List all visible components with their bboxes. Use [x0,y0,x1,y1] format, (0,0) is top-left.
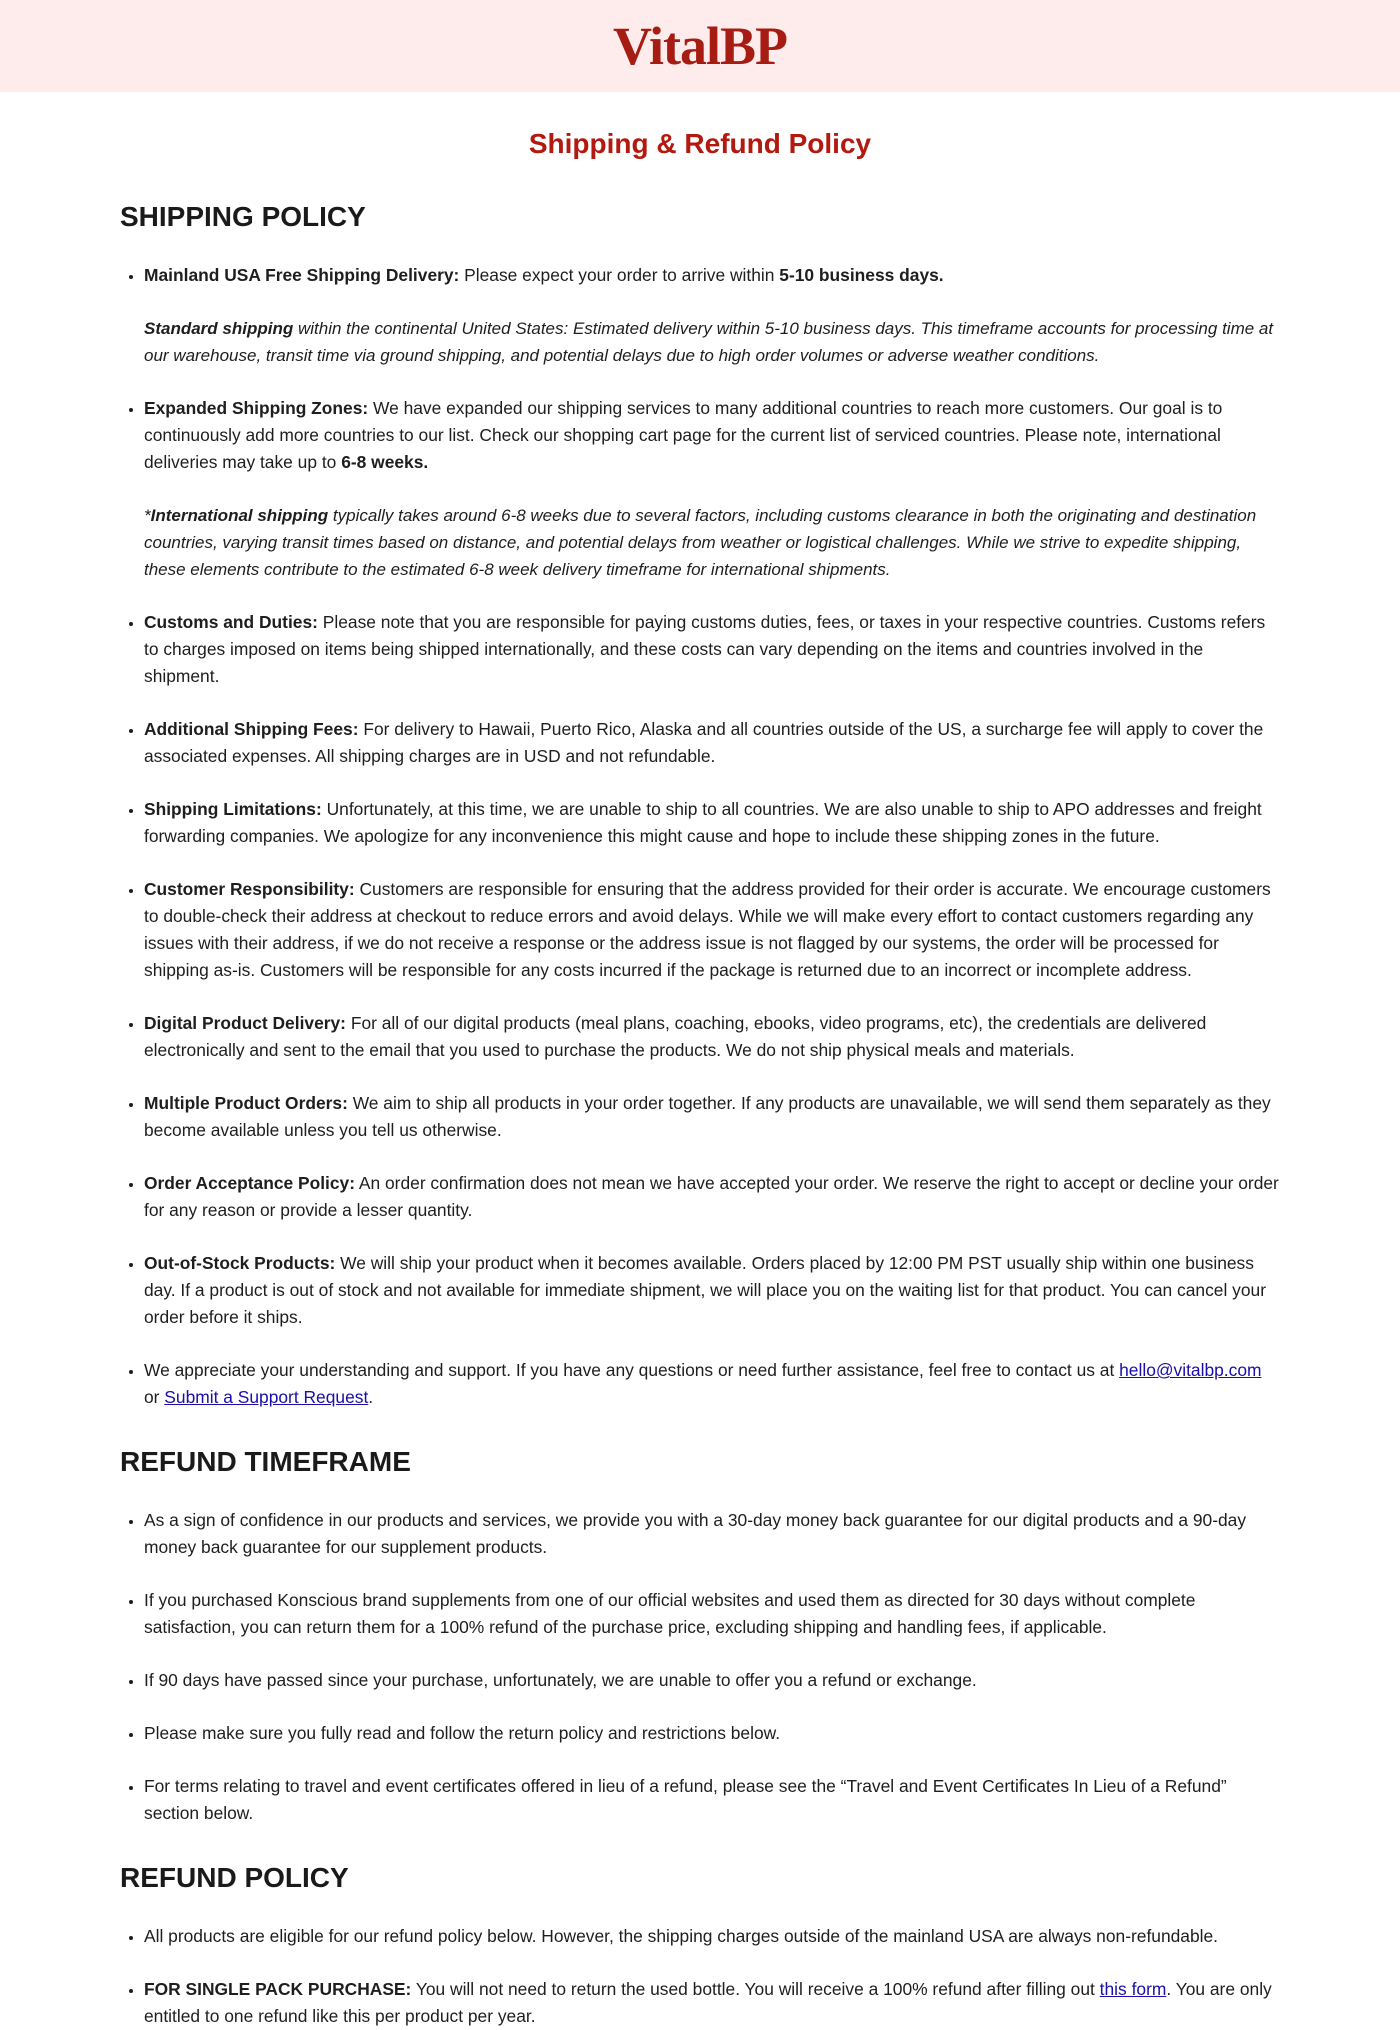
list-item [144,1090,1280,1144]
note-prefix: * [144,506,151,525]
list-item: • Please make sure you fully read and follow the return policy and restrictions below. [144,1720,1280,1747]
item-text: Unfortunately, at this time, we are unable to ship to all countries. We are also unable to ship to APO addresses and freight forwarding companies. We apologize for any inconvenience this might cause and hope to include these shipping zones in the future. [144,799,1262,846]
item-label: Multiple Product Orders: [144,1093,348,1113]
item-label: Customs and Duties: [144,612,318,632]
note-text: within the continental United States: Estimated delivery within 5-10 business days. This timeframe accounts for processing time at our warehouse, transit time via ground shipping, and potential delays due to high order volumes or adverse weather conditions. [144,319,1274,365]
item-note [144,315,1280,369]
main-content [120,126,1280,2030]
item-text: An order confirmation does not mean we have accepted your order. We reserve the right to accept or decline your order for any reason or provide a lesser quantity. [144,1173,1279,1220]
refund-form-link[interactable]: this form [1099,1979,1167,1999]
note-label: International shipping [150,506,329,525]
item-text: For delivery to Hawaii, Puerto Rico, Alaska and all countries outside of the US, a surcharge fee will apply to cover the associated expenses. All shipping charges are in USD and not refundable. [144,719,1264,766]
item-emphasis: 5-10 business days. [779,265,944,285]
list-item [144,796,1280,850]
shipping-policy-heading: SHIPPING POLICY [120,201,366,232]
refund-policy-list [120,1923,1280,2030]
list-item [144,262,1280,369]
item-text: We aim to ship all products in your order together. If any products are unavailable, we will send them separately as they become available unless you tell us otherwise. [144,1093,1271,1140]
item-label: Mainland USA Free Shipping Delivery: [144,265,460,285]
item-text: Please expect your order to arrive within [459,265,780,285]
item-note [144,502,1280,583]
item-label: Digital Product Delivery: [144,1013,346,1033]
contact-or: or [144,1387,165,1407]
list-item [144,1976,1280,2030]
item-label: Customer Responsibility: [144,879,355,899]
list-item [144,395,1280,583]
list-item: • If 90 days have passed since your purchase, unfortunately, we are unable to offer you a refund or exchange. [144,1667,1280,1694]
item-label: Expanded Shipping Zones: [144,398,369,418]
item-text: We have expanded our shipping services to many additional countries to reach more customers. Our goal is to continuously add more countries to our list. Check our shopping cart page for the current list of serviced countries. Please note, international deliveries may take up to [144,398,1223,472]
contact-end: . [368,1387,374,1407]
item-text-end: . You are only entitled to one refund like this per product per year. [144,1979,1272,2026]
item-label: Shipping Limitations: [144,799,322,819]
item-label: Out-of-Stock Products: [144,1253,336,1273]
list-item [144,876,1280,984]
list-item: • All products are eligible for our refund policy below. However, the shipping charges outside of the mainland USA are always non-refundable. [144,1923,1280,1950]
list-item [144,716,1280,770]
item-text: Please note that you are responsible for paying customs duties, fees, or taxes in your respective countries. Customs refers to charges imposed on items being shipped internationally, and these costs can vary depending on the items and countries involved in the shipment. [144,612,1266,686]
item-label: Order Acceptance Policy: [144,1173,356,1193]
list-item: • For terms relating to travel and event certificates offered in lieu of a refund, please see the “Travel and Event Certificates In Lieu of a Refund” section below. [144,1773,1280,1827]
list-item [144,1010,1280,1064]
site-header [0,0,1400,92]
contact-text: We appreciate your understanding and support. If you have any questions or need further assistance, feel free to contact us at [144,1360,1120,1380]
support-request-link[interactable]: Submit a Support Request [164,1387,369,1407]
item-text: Customers are responsible for ensuring that the address provided for their order is accurate. We encourage customers to double-check their address at checkout to reduce errors and avoid delays. While we will make every effort to contact customers regarding any issues with their address, if we do not receive a response or the address issue is not flagged by our systems, the order will be processed for shipping as-is. Customers will be responsible for any costs incurred if the package is returned due to an incorrect or incomplete address. [144,879,1271,980]
list-item [144,1250,1280,1331]
item-text: You will not need to return the used bottle. You will receive a 100% refund after filling out [411,1979,1100,1999]
refund-timeframe-heading: REFUND TIMEFRAME [120,1446,411,1477]
item-emphasis: 6-8 weeks. [341,452,429,472]
item-text: We will ship your product when it becomes available. Orders placed by 12:00 PM PST usually ship within one business day. If a product is out of stock and not available for immediate shipment, we will place you on the waiting list for that product. You can cancel your order before it ships. [144,1253,1266,1327]
note-label: Standard shipping [144,319,294,338]
contact-item [144,1357,1280,1411]
note-text: typically takes around 6-8 weeks due to several factors, including customs clearance in both the originating and destination countries, varying transit times based on distance, and potential delays from weather or logistical challenges. While we strive to expedite shipping, these elements contribute to the estimated 6-8 week delivery timeframe for international shipments. [144,506,1257,579]
shipping-policy-list [120,262,1280,1411]
list-item: • As a sign of confidence in our products and services, we provide you with a 30-day money back guarantee for our digital products and a 90-day money back guarantee for our supplement products. [144,1507,1280,1561]
list-item: • If you purchased Konscious brand supplements from one of our official websites and used them as directed for 30 days without complete satisfaction, you can return them for a 100% refund of the purchase price, excluding shipping and handling fees, if applicable. [144,1587,1280,1641]
item-label: Additional Shipping Fees: [144,719,359,739]
list-item [144,1170,1280,1224]
vitalbp-logo[interactable]: VitalBP [613,16,787,76]
list-item [144,609,1280,690]
refund-timeframe-list [120,1507,1280,1827]
item-label: FOR SINGLE PACK PURCHASE: [144,1979,412,1999]
page-title: Shipping & Refund Policy [528,128,872,159]
email-link[interactable]: hello@vitalbp.com [1119,1360,1262,1380]
refund-policy-heading: REFUND POLICY [120,1862,349,1893]
item-text: For all of our digital products (meal plans, coaching, ebooks, video programs, etc), the credentials are delivered electronically and sent to the email that you used to purchase the products. We do not ship physical meals and materials. [144,1013,1207,1060]
